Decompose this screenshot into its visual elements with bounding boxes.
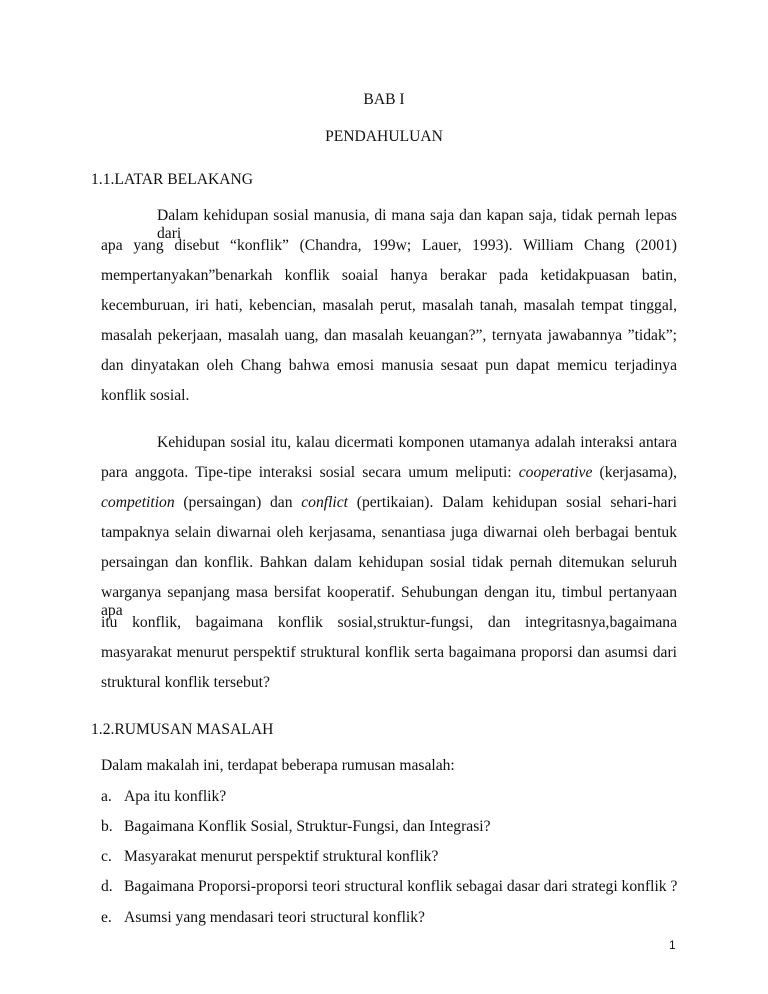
text-line: Kehidupan sosial itu, kalau dicermati komponen utamanya adalah interaksi antara [157, 434, 677, 451]
text-line: masyarakat menurut perspektif struktural konflik serta bagaimana proporsi dan asumsi dari [101, 644, 677, 661]
list-item [101, 788, 226, 806]
text-line: Dalam kehidupan sosial manusia, di mana saja dan kapan saja, tidak pernah lepas dari [157, 207, 677, 242]
text-line: struktural konflik tersebut? [101, 674, 270, 691]
chapter-title: PENDAHULUAN [325, 128, 443, 145]
list-item [101, 818, 491, 836]
section-heading-rumusan-masalah: 1.2.RUMUSAN MASALAH [91, 721, 274, 738]
chapter-number: BAB I [363, 91, 405, 108]
list-marker: d. [101, 878, 113, 895]
text-line: masalah pekerjaan, masalah uang, dan masalah keuangan?”, ternyata jawabannya ”tidak”; [101, 327, 677, 344]
text-span: (kerjasama), [592, 464, 677, 481]
list-item [101, 878, 677, 896]
text-line: kecemburuan, iri hati, kebencian, masalah perut, masalah tanah, masalah tempat tinggal, [101, 297, 677, 314]
list-intro: Dalam makalah ini, terdapat beberapa rumusan masalah: [101, 757, 455, 774]
section-heading-latar-belakang: 1.1.LATAR BELAKANG [91, 171, 254, 188]
text-span: (pertikaian). Dalam kehidupan sosial sehari-hari [348, 494, 677, 511]
text-span: (persaingan) dan [174, 494, 302, 511]
page-number: 1 [669, 938, 676, 952]
text-line [101, 494, 677, 512]
list-marker: e. [101, 909, 112, 926]
text-line: dan dinyatakan oleh Chang bahwa emosi manusia sesaat pun dapat memicu terjadinya [101, 357, 677, 374]
text-line: persaingan dan konflik. Bahkan dalam kehidupan sosial tidak pernah ditemukan seluruh [101, 554, 677, 571]
list-marker: a. [101, 788, 112, 805]
list-item-text: Asumsi yang mendasari teori structural konflik? [124, 909, 425, 926]
list-item [101, 909, 425, 927]
text-line: tampaknya selain diwarnai oleh kerjasama, senantiasa juga diwarnai oleh berbagai bentuk [101, 524, 677, 541]
italic-term: competition [101, 494, 175, 511]
list-marker: b. [101, 818, 113, 835]
text-span: para anggota. Tipe-tipe interaksi sosial secara umum meliputi: [101, 464, 519, 481]
text-line: mempertanyakan”benarkah konflik soaial hanya berakar pada ketidakpuasan batin, [101, 267, 677, 284]
text-line: apa yang disebut “konflik” (Chandra, 199w; Lauer, 1993). William Chang (2001) [101, 237, 677, 254]
list-item-text: Masyarakat menurut perspektif struktural konflik? [124, 848, 439, 865]
list-marker: c. [101, 848, 112, 865]
list-item-text: Bagaimana Konflik Sosial, Struktur-Fungsi, dan Integrasi? [124, 818, 491, 835]
text-line [101, 464, 677, 482]
list-item-text: Bagaimana Proporsi-proporsi teori structural konflik sebagai dasar dari strategi konflik ? [124, 878, 678, 895]
italic-term: cooperative [518, 464, 593, 481]
text-line: itu konflik, bagaimana konflik sosial,struktur-fungsi, dan integritasnya,bagaimana [101, 614, 677, 631]
text-line: konflik sosial. [101, 387, 190, 404]
list-item [101, 848, 438, 866]
italic-term: conflict [301, 494, 349, 511]
list-item-text: Apa itu konflik? [124, 788, 227, 805]
text-line: warganya sepanjang masa bersifat kooperatif. Sehubungan dengan itu, timbul pertanyaan apa [101, 584, 677, 619]
